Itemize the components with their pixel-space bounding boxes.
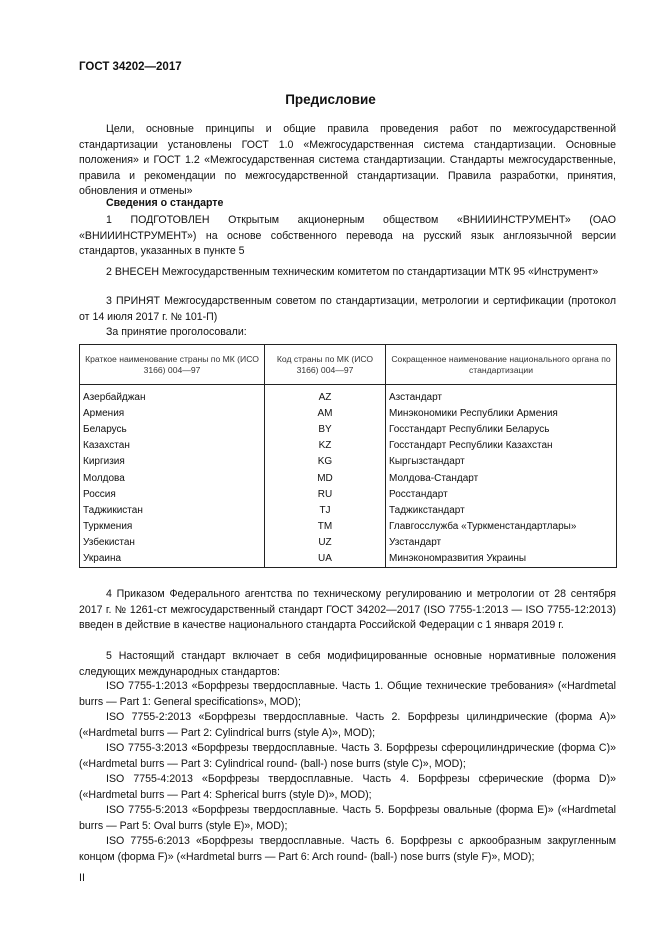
standards-body-cell: Минэкономразвития Украины (386, 551, 617, 568)
standards-body-cell: Главгосслужба «Туркменстандартлары» (386, 519, 617, 535)
col-header-body: Сокращенное наименование национального органа по стандартизации (386, 345, 617, 385)
code-cell: UZ (265, 535, 386, 551)
vote-label: За принятие проголосовали: (106, 326, 247, 338)
table-row (80, 385, 617, 406)
standards-body-cell: Узстандарт (386, 535, 617, 551)
item-5-paragraph: 5 Настоящий стандарт включает в себя модифицированные основные нормативные положения следующих международных стандартов: (79, 650, 616, 678)
iso-7755-1-paragraph: ISO 7755-1:2013 «Борфрезы твердосплавные. Часть 1. Общие технические требования» («Hardmetal burrs — Part 1: General specifications», MOD); (79, 680, 616, 708)
country-cell: Таджикистан (80, 502, 265, 518)
standards-body-cell: Молдова-Стандарт (386, 470, 617, 486)
page-title: Предисловие (285, 92, 376, 107)
country-cell: Беларусь (80, 421, 265, 437)
iso-7755-4-paragraph: ISO 7755-4:2013 «Борфрезы твердосплавные. Часть 4. Борфрезы сферические (форма D)» («Hardmetal burrs — Part 4: Spherical burrs (style D)», MOD); (79, 773, 616, 801)
code-cell: TM (265, 519, 386, 535)
document-header: ГОСТ 34202—2017 (79, 61, 182, 73)
code-cell: MD (265, 470, 386, 486)
country-cell: Казахстан (80, 438, 265, 454)
standards-body-cell: Минэкономики Республики Армения (386, 405, 617, 421)
code-cell: KZ (265, 438, 386, 454)
code-cell: UA (265, 551, 386, 568)
code-cell: AZ (265, 385, 386, 406)
voting-table (79, 344, 617, 568)
country-cell: Армения (80, 405, 265, 421)
table-header-row (80, 345, 617, 385)
iso-7755-6-paragraph: ISO 7755-6:2013 «Борфрезы твердосплавные. Часть 6. Борфрезы с аркообразным закругленным концом (форма F)» («Hardmetal burrs — Part 6: Arch round- (ball-) nose burrs (style F)», MOD); (79, 835, 616, 863)
table-row (80, 502, 617, 518)
code-cell: RU (265, 486, 386, 502)
table-row (80, 519, 617, 535)
item-1-paragraph: 1 ПОДГОТОВЛЕН Открытым акционерным обществом «ВНИИИНСТРУМЕНТ» (ОАО «ВНИИИНСТРУМЕНТ») на основе собственного перевода на русский язык англоязычной версии стандартов, указанных в пункте 5 (79, 214, 616, 257)
item-4-paragraph: 4 Приказом Федерального агентства по техническому регулированию и метрологии от 28 сентября 2017 г. № 1261-ст межгосударственный стандарт ГОСТ 34202—2017 (ISO 7755-1:2013 — ISO 7755-12:2013) введен в действие в качестве национального стандарта Российской Федерации с 1 января 2019 г. (79, 588, 616, 631)
item-3-paragraph: 3 ПРИНЯТ Межгосударственным советом по стандартизации, метрологии и сертификации (протокол от 14 июля 2017 г. № 101-П) (79, 295, 616, 323)
iso-7755-2-paragraph: ISO 7755-2:2013 «Борфрезы твердосплавные. Часть 2. Борфрезы цилиндрические (форма A)» («Hardmetal burrs — Part 2: Cylindrical burrs (style A)», MOD); (79, 711, 616, 739)
table-row (80, 421, 617, 437)
standards-body-cell: Азстандарт (386, 385, 617, 406)
table-row (80, 454, 617, 470)
intro-paragraph: Цели, основные принципы и общие правила проведения работ по межгосударственной стандартизации установлены ГОСТ 1.0 «Межгосударственная система стандартизации. Основные положения» и ГОСТ 1.2 «Межгосударственная система стандартизации. Стандарты межгосударственные, правила и рекомендации по межгосударственной стандартизации. Правила разработки, принятия, обновления и отмены» (79, 123, 616, 197)
standards-body-cell: Росстандарт (386, 486, 617, 502)
table-row (80, 551, 617, 568)
table-row (80, 405, 617, 421)
country-cell: Россия (80, 486, 265, 502)
country-cell: Киргизия (80, 454, 265, 470)
country-cell: Туркмения (80, 519, 265, 535)
standards-body-cell: Таджикстандарт (386, 502, 617, 518)
country-cell: Узбекистан (80, 535, 265, 551)
about-heading: Сведения о стандарте (106, 197, 224, 209)
col-header-code: Код страны по МК (ИСО 3166) 004—97 (265, 345, 386, 385)
iso-7755-3-paragraph: ISO 7755-3:2013 «Борфрезы твердосплавные. Часть 3. Борфрезы сфероцилиндрические (форма C)» («Hardmetal burrs — Part 3: Cylindrical round- (ball-) nose burrs (style C)», MOD); (79, 742, 616, 770)
standards-body-cell: Госстандарт Республики Казахстан (386, 438, 617, 454)
code-cell: KG (265, 454, 386, 470)
country-cell: Молдова (80, 470, 265, 486)
standards-body-cell: Госстандарт Республики Беларусь (386, 421, 617, 437)
code-cell: BY (265, 421, 386, 437)
table-row (80, 535, 617, 551)
table-row (80, 438, 617, 454)
code-cell: TJ (265, 502, 386, 518)
table-row (80, 470, 617, 486)
country-cell: Азербайджан (80, 385, 265, 406)
standards-body-cell: Кыргызстандарт (386, 454, 617, 470)
country-cell: Украина (80, 551, 265, 568)
table-body (80, 385, 617, 568)
table-row (80, 486, 617, 502)
iso-7755-5-paragraph: ISO 7755-5:2013 «Борфрезы твердосплавные. Часть 5. Борфрезы овальные (форма E)» («Hardmetal burrs — Part 5: Oval burrs (style E)», MOD); (79, 804, 616, 832)
code-cell: AM (265, 405, 386, 421)
page-number: II (79, 872, 85, 884)
item-2-paragraph: 2 ВНЕСЕН Межгосударственным техническим комитетом по стандартизации МТК 95 «Инструмент» (106, 266, 599, 278)
col-header-country: Краткое наименование страны по МК (ИСО 3166) 004—97 (80, 345, 265, 385)
